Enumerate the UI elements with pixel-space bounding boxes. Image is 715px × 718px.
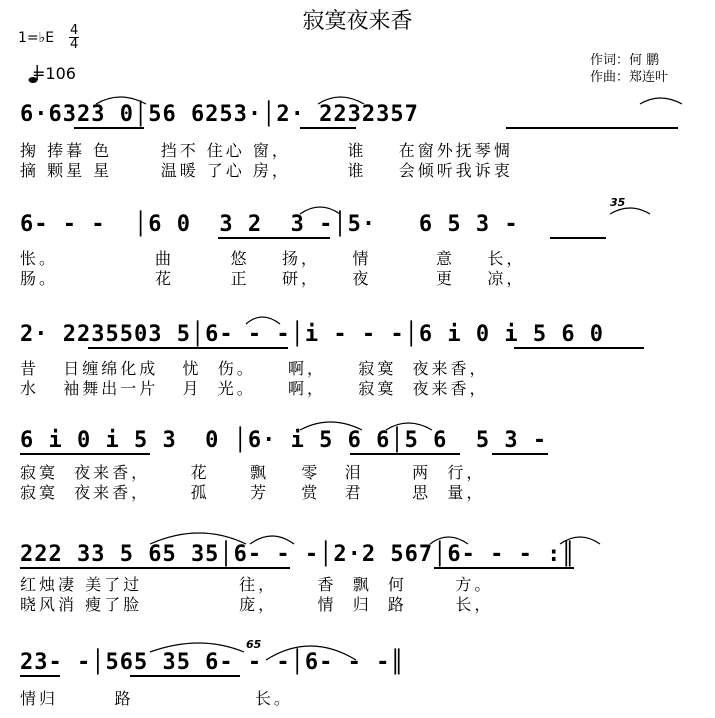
lyric-verse-2: 晓风消 瘦了脸 庞， 情 归 路 长，: [20, 595, 494, 614]
time-signature-top: 4: [70, 23, 79, 38]
grace-note: 35: [610, 196, 626, 209]
lyricist-credit: 作词：何 鹏: [590, 53, 660, 68]
key-signature: 1=♭E: [18, 30, 55, 46]
slur: [246, 317, 280, 324]
lyric-verse-1: 寂寞 夜来香， 花 飘 零 泪 两 行，: [20, 463, 486, 482]
slur: [640, 98, 682, 104]
time-signature-bottom: 4: [70, 37, 79, 52]
lyric-verse-2: 水 袖舞出一片 月 光。 啊， 寂寞 夜来香，: [20, 379, 489, 398]
slur: [150, 533, 246, 544]
slur: [386, 423, 432, 430]
slur: [300, 422, 362, 430]
notation-line: 6·6323 0│56 6253·│2· 2232357: [20, 102, 419, 127]
notation-line: 2· 2235503 5│6- - -│i - - -│6 i 0 i 5 6 0: [20, 322, 605, 347]
slur: [560, 537, 600, 544]
slur: [250, 536, 294, 544]
lyric-verse-1: 掬 捧暮 色 挡不 住心 窗， 谁 在窗外抚琴惆: [20, 141, 513, 160]
lyric-verse-1: 情归 路 长。: [20, 689, 293, 708]
slur: [300, 207, 340, 214]
notation-line: 23- -│565 35 6- - -│6- - -║: [20, 650, 405, 675]
notation-line: 6- - - │6 0 3 2 3 -│5· 6 5 3 -: [20, 212, 519, 237]
notation-line: 222 33 5 65 35│6- - -│2·2 567│6- - - :║: [20, 542, 576, 567]
slur: [96, 97, 146, 104]
slur: [266, 646, 356, 660]
lyric-verse-2: 寂寞 夜来香， 孤 芳 赏 君 思 量，: [20, 483, 486, 502]
lyric-verse-1: 昔 日缠绵化成 忧 伤。 啊， 寂寞 夜来香，: [20, 359, 489, 378]
notation-line: 6 i 0 i 5 3 0 │6· i 5 6 6│5 6 5 3 -: [20, 428, 548, 453]
slur: [430, 537, 468, 544]
grace-note: 65: [246, 638, 262, 651]
lyric-verse-2: 肠。 花 正 研， 夜 更 凉，: [20, 269, 526, 288]
slur: [150, 643, 244, 652]
lyric-verse-2: 摘 颗星 星 温暖 了心 房， 谁 会倾听我诉衷: [20, 161, 513, 180]
tempo-marking: =106: [32, 64, 76, 83]
lyric-verse-1: 怅。 曲 悠 扬， 情 意 长，: [20, 249, 526, 268]
song-title: 寂寞夜来香: [302, 9, 413, 34]
slur: [318, 97, 364, 104]
composer-credit: 作曲：郑连叶: [590, 70, 669, 85]
slur: [610, 208, 650, 214]
lyric-verse-1: 红烛凄 美了过 往， 香 飘 何 方。: [20, 575, 494, 594]
